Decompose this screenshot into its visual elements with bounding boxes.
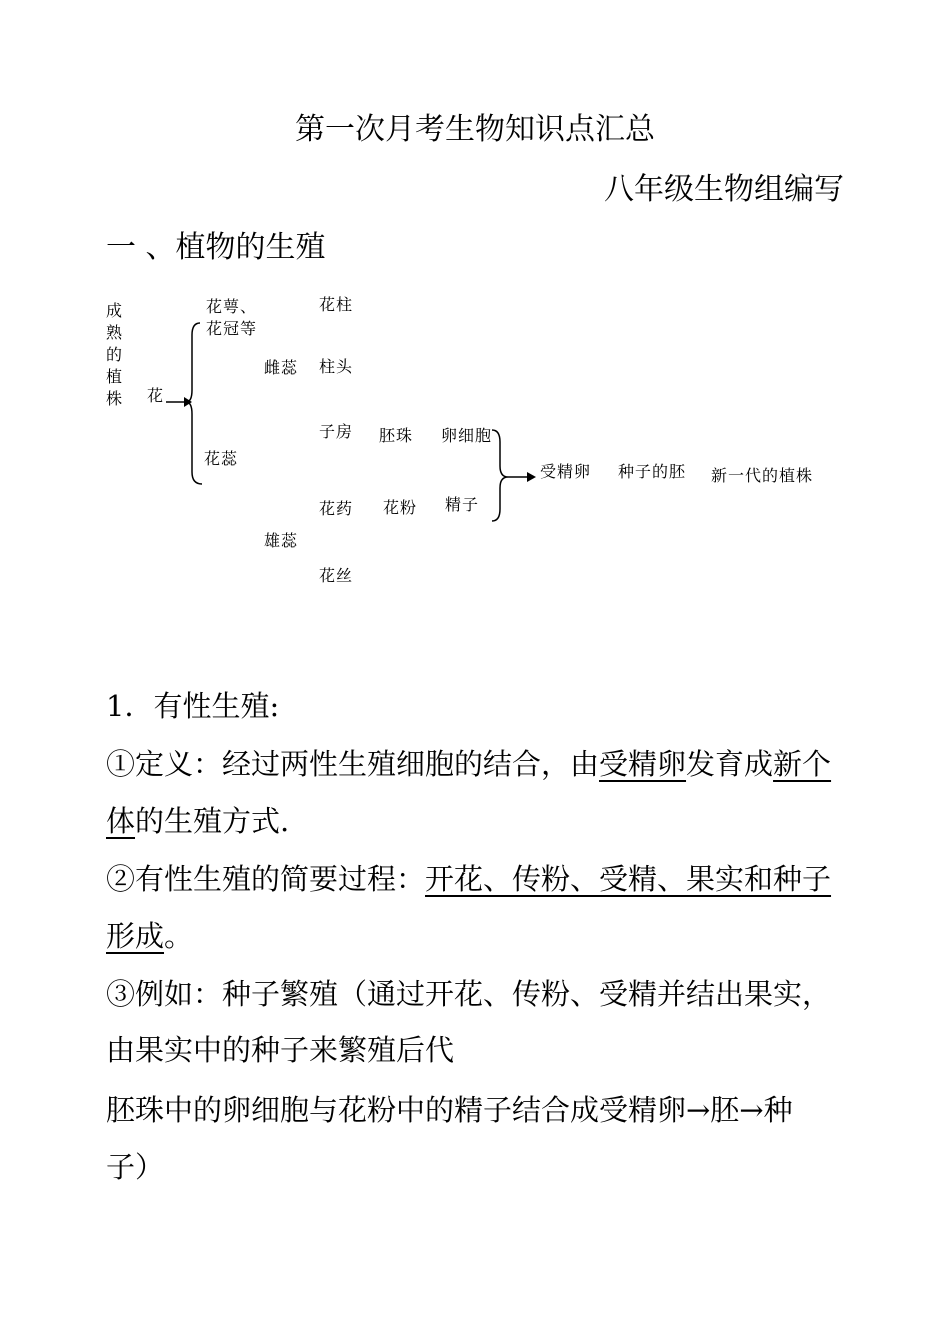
label-egg: 卵细胞 (441, 426, 493, 445)
brace-right (492, 430, 508, 521)
label-zygote: 受精卵 (540, 462, 592, 481)
underline-process-2: 形成 (106, 919, 165, 953)
underline-new-individual-1: 新个 (773, 747, 832, 781)
label-anther: 花药 (319, 499, 354, 518)
document-title: 第一次月考生物知识点汇总 (295, 112, 655, 147)
underline-process-1: 开花、传粉、受精、果实和种子 (425, 862, 832, 896)
underline-new-individual-2: 体 (106, 804, 136, 838)
label-sepal-2: 花冠等 (206, 319, 258, 338)
underline-zygote: 受精卵 (599, 747, 687, 781)
label-sepal-1: 花萼、 (206, 297, 258, 316)
label-stamen: 雄蕊 (264, 531, 299, 550)
label-new-plant: 新一代的植株 (711, 466, 814, 485)
definition-mid: 发育成 (686, 747, 774, 781)
definition-prefix: ①定义：经过两性生殖细胞的结合，由 (106, 747, 600, 781)
label-stamen-pistil: 花蕊 (204, 449, 239, 468)
author-line: 八年级生物组编写 (604, 172, 844, 207)
label-embryo: 种子的胚 (618, 462, 687, 481)
example-line-2: 由果实中的种子来繁殖后代 (106, 1033, 455, 1067)
heading-sexual-reproduction: 1．有性生殖: (106, 689, 280, 723)
label-ovule: 胚珠 (379, 426, 414, 445)
example-line-1: ③例如：种子繁殖（通过开花、传粉、受精并结出果实， (106, 977, 832, 1011)
definition-suffix: 的生殖方式. (135, 804, 290, 838)
example-line-4: 子） (106, 1150, 165, 1184)
process-suffix: 。 (164, 919, 194, 953)
label-pollen: 花粉 (383, 498, 418, 517)
section-heading: 一 、植物的生殖 (106, 230, 326, 265)
label-stigma: 柱头 (319, 357, 354, 376)
label-filament: 花丝 (319, 566, 354, 585)
label-style: 花柱 (319, 295, 354, 314)
label-plant: 成熟的植株 (106, 301, 123, 408)
example-line-3: 胚珠中的卵细胞与花粉中的精子结合成受精卵→胚→种 (106, 1093, 793, 1127)
definition-line-2 (106, 799, 289, 840)
label-sperm: 精子 (445, 495, 480, 514)
label-pistil: 雌蕊 (264, 358, 299, 377)
process-line-1 (106, 857, 831, 898)
process-line-2 (106, 914, 193, 955)
label-flower: 花 (147, 386, 165, 405)
process-prefix: ②有性生殖的简要过程： (106, 862, 426, 896)
definition-line-1 (106, 742, 831, 783)
brace-left (186, 323, 202, 484)
arrow-icon (527, 472, 536, 482)
label-ovary: 子房 (319, 422, 354, 441)
